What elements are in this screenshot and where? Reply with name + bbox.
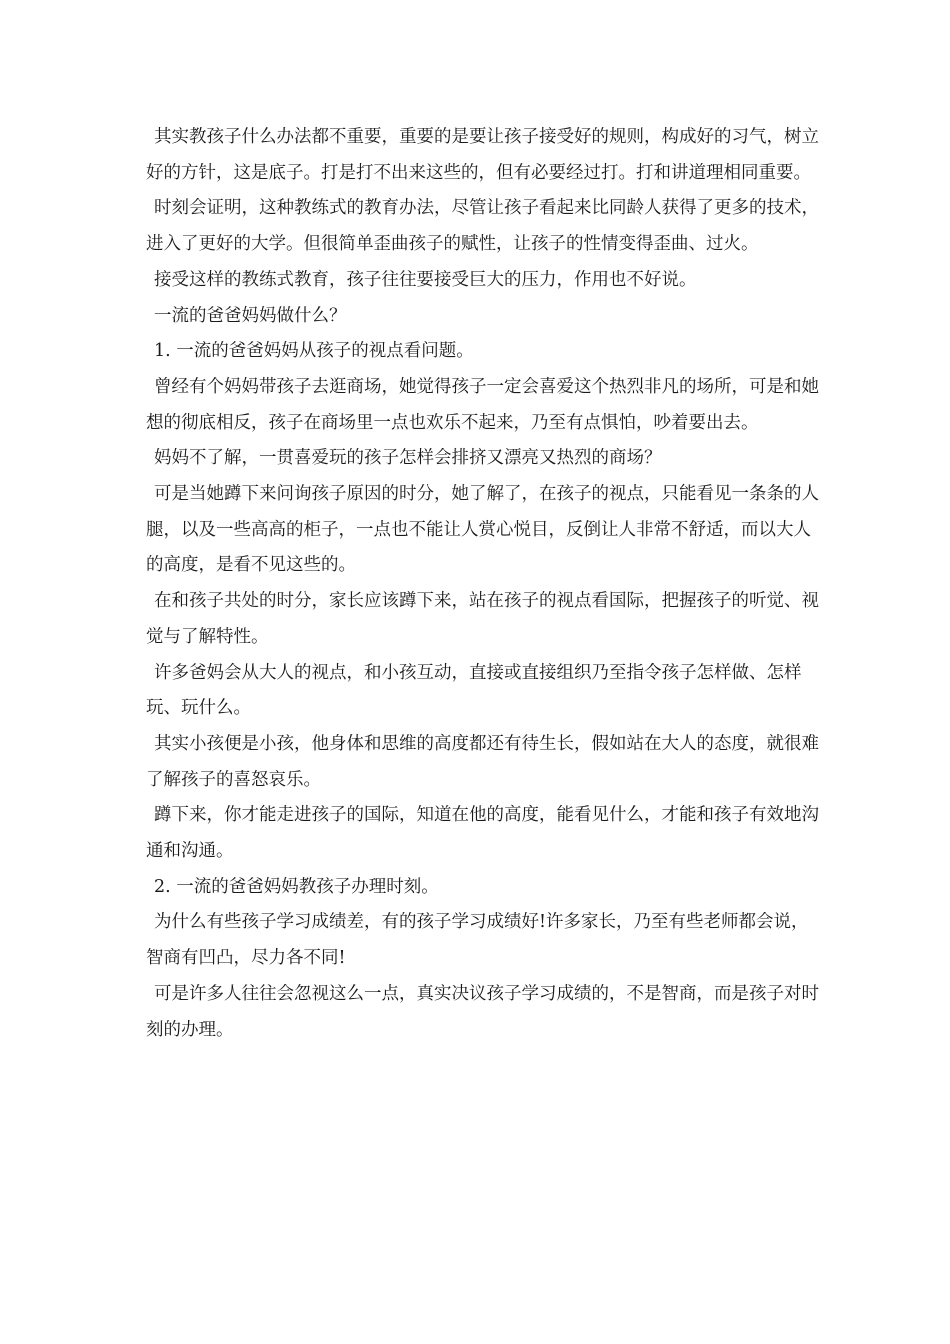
document-body — [146, 120, 826, 1048]
paragraph: 可是当她蹲下来问询孩子原因的时分，她了解了，在孩子的视点，只能看见一条条的人腿，以及一些高高的柜子，一点也不能让人赏心悦目，反倒让人非常不舒适，而以大人的高度，是看不见这些的。 — [146, 484, 819, 576]
paragraph: 在和孩子共处的时分，家长应该蹲下来，站在孩子的视点看国际，把握孩子的听觉、视觉与了解特性。 — [146, 591, 819, 647]
paragraph: 许多爸妈会从大人的视点，和小孩互动，直接或直接组织乃至指令孩子怎样做、怎样玩、玩什么。 — [146, 662, 802, 719]
section-question: 一流的爸爸妈妈做什么？ — [154, 305, 347, 326]
paragraph: 其实教孩子什么办法都不重要，重要的是要让孩子接受好的规则，构成好的习气，树立好的方针，这是底子。打是打不出来这些的，但有必要经过打。打和讲道理相同重要。 — [146, 127, 819, 183]
paragraph: 时刻会证明，这种教练式的教育办法，尽管让孩子看起来比同龄人获得了更多的技术，进入了更好的大学。但很简单歪曲孩子的赋性，让孩子的性情变得歪曲、过火。 — [146, 198, 819, 255]
paragraph: 妈妈不了解，一贯喜爱玩的孩子怎样会排挤又漂亮又热烈的商场？ — [154, 448, 662, 469]
paragraph: 接受这样的教练式教育，孩子往往要接受巨大的压力，作用也不好说。 — [154, 269, 697, 290]
numbered-heading: 1. 一流的爸爸妈妈从孩子的视点看问题。 — [154, 341, 474, 362]
numbered-heading: 2. 一流的爸爸妈妈教孩子办理时刻。 — [154, 876, 439, 897]
paragraph: 其实小孩便是小孩，他身体和思维的高度都还有待生长，假如站在大人的态度，就很难了解孩子的喜怒哀乐。 — [146, 733, 819, 790]
paragraph: 曾经有个妈妈带孩子去逛商场，她觉得孩子一定会喜爱这个热烈非凡的场所，可是和她想的彻底相反，孩子在商场里一点也欢乐不起来，乃至有点惧怕，吵着要出去。 — [146, 376, 819, 433]
paragraph: 可是许多人往往会忽视这么一点，真实决议孩子学习成绩的，不是智商，而是孩子对时刻的办理。 — [146, 983, 819, 1040]
paragraph: 蹲下来，你才能走进孩子的国际，知道在他的高度，能看见什么，才能和孩子有效地沟通和沟通。 — [146, 805, 819, 862]
paragraph: 为什么有些孩子学习成绩差，有的孩子学习成绩好!许多家长，乃至有些老师都会说，智商有凹凸，尽力各不同! — [146, 912, 809, 969]
